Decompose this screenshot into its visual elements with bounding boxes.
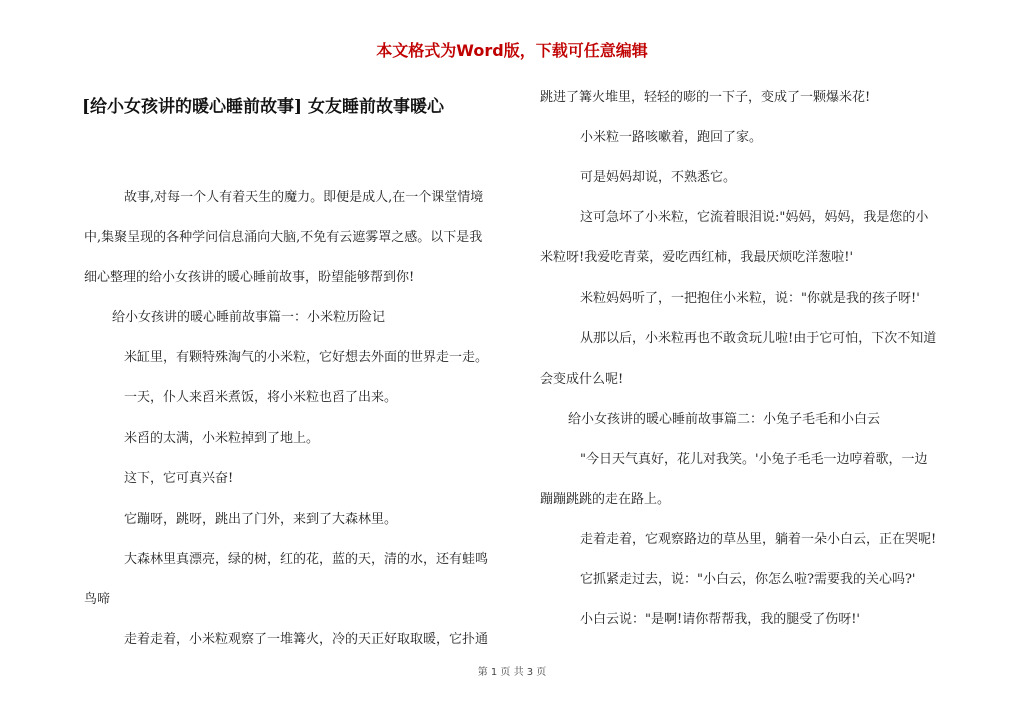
paragraph-line: 可是妈妈却说，不熟悉它。 <box>580 170 737 185</box>
paragraph-line: 鸟啼 <box>84 592 111 607</box>
paragraph-line: 米缸里，有颗特殊淘气的小米粒，它好想去外面的世界走一走。 <box>124 350 489 365</box>
paragraph-line: 中,集聚呈现的各种学问信息涌向大脑,不免有云遮雾罩之感。以下是我 <box>84 230 483 245</box>
paragraph-line: 细心整理的给小女孩讲的暖心睡前故事，盼望能够帮到你! <box>84 270 415 285</box>
paragraph-line: 大森林里真漂亮，绿的树，红的花，蓝的天，清的水，还有蛙鸣 <box>124 552 489 567</box>
paragraph-line: 会变成什么呢! <box>540 372 624 387</box>
word-format-banner: 本文格式为Word版，下载可任意编辑 <box>376 41 648 60</box>
section-heading: 给小女孩讲的暖心睡前故事篇一：小米粒历险记 <box>112 310 386 325</box>
paragraph-line: 小白云说："是啊!请你帮帮我，我的腿受了伤呀!' <box>580 612 861 627</box>
paragraph-line: 走着走着，它观察路边的草丛里，躺着一朵小白云，正在哭呢! <box>580 532 937 547</box>
paragraph-line: 米粒呀!我爱吃青菜，爱吃西红柿，我最厌烦吃洋葱啦!' <box>540 250 854 265</box>
paragraph-line: 从那以后，小米粒再也不敢贪玩儿啦!由于它可怕，下次不知道 <box>580 331 937 346</box>
paragraph-line: 这可急坏了小米粒，它流着眼泪说:"妈妈，妈妈，我是您的小 <box>580 210 929 225</box>
paragraph-line: 米粒妈妈听了，一把抱住小米粒，说："你就是我的孩子呀!' <box>580 291 920 306</box>
paragraph-line: 蹦蹦跳跳的走在路上。 <box>540 492 671 507</box>
paragraph-line: 它蹦呀，跳呀，跳出了门外，来到了大森林里。 <box>124 512 398 527</box>
document-title: [给小女孩讲的暖心睡前故事] 女友睡前故事暖心 <box>82 97 445 117</box>
paragraph-line: 走着走着，小米粒观察了一堆篝火，冷的天正好取取暖，它扑通 <box>124 632 489 647</box>
paragraph-line: 米舀的太满，小米粒掉到了地上。 <box>124 431 320 446</box>
paragraph-line: 小米粒一路咳嗽着，跑回了家。 <box>580 130 763 145</box>
paragraph-line: "今日天气真好，花儿对我笑。'小兔子毛毛一边哼着歌，一边 <box>580 452 928 467</box>
section-heading: 给小女孩讲的暖心睡前故事篇二：小兔子毛毛和小白云 <box>568 412 881 427</box>
paragraph-line: 一天，仆人来舀米煮饭，将小米粒也舀了出来。 <box>124 390 398 405</box>
page-number-footer: 第 1 页 共 3 页 <box>477 667 547 678</box>
paragraph-line: 这下，它可真兴奋! <box>124 471 234 486</box>
paragraph-line: 它抓紧走过去，说："小白云，你怎么啦?需要我的关心吗?' <box>580 572 916 587</box>
paragraph-line: 跳进了篝火堆里，轻轻的嘭的一下子，变成了一颗爆米花! <box>540 90 871 105</box>
paragraph-line: 故事,对每一个人有着天生的魔力。即便是成人,在一个课堂情境 <box>124 190 484 205</box>
